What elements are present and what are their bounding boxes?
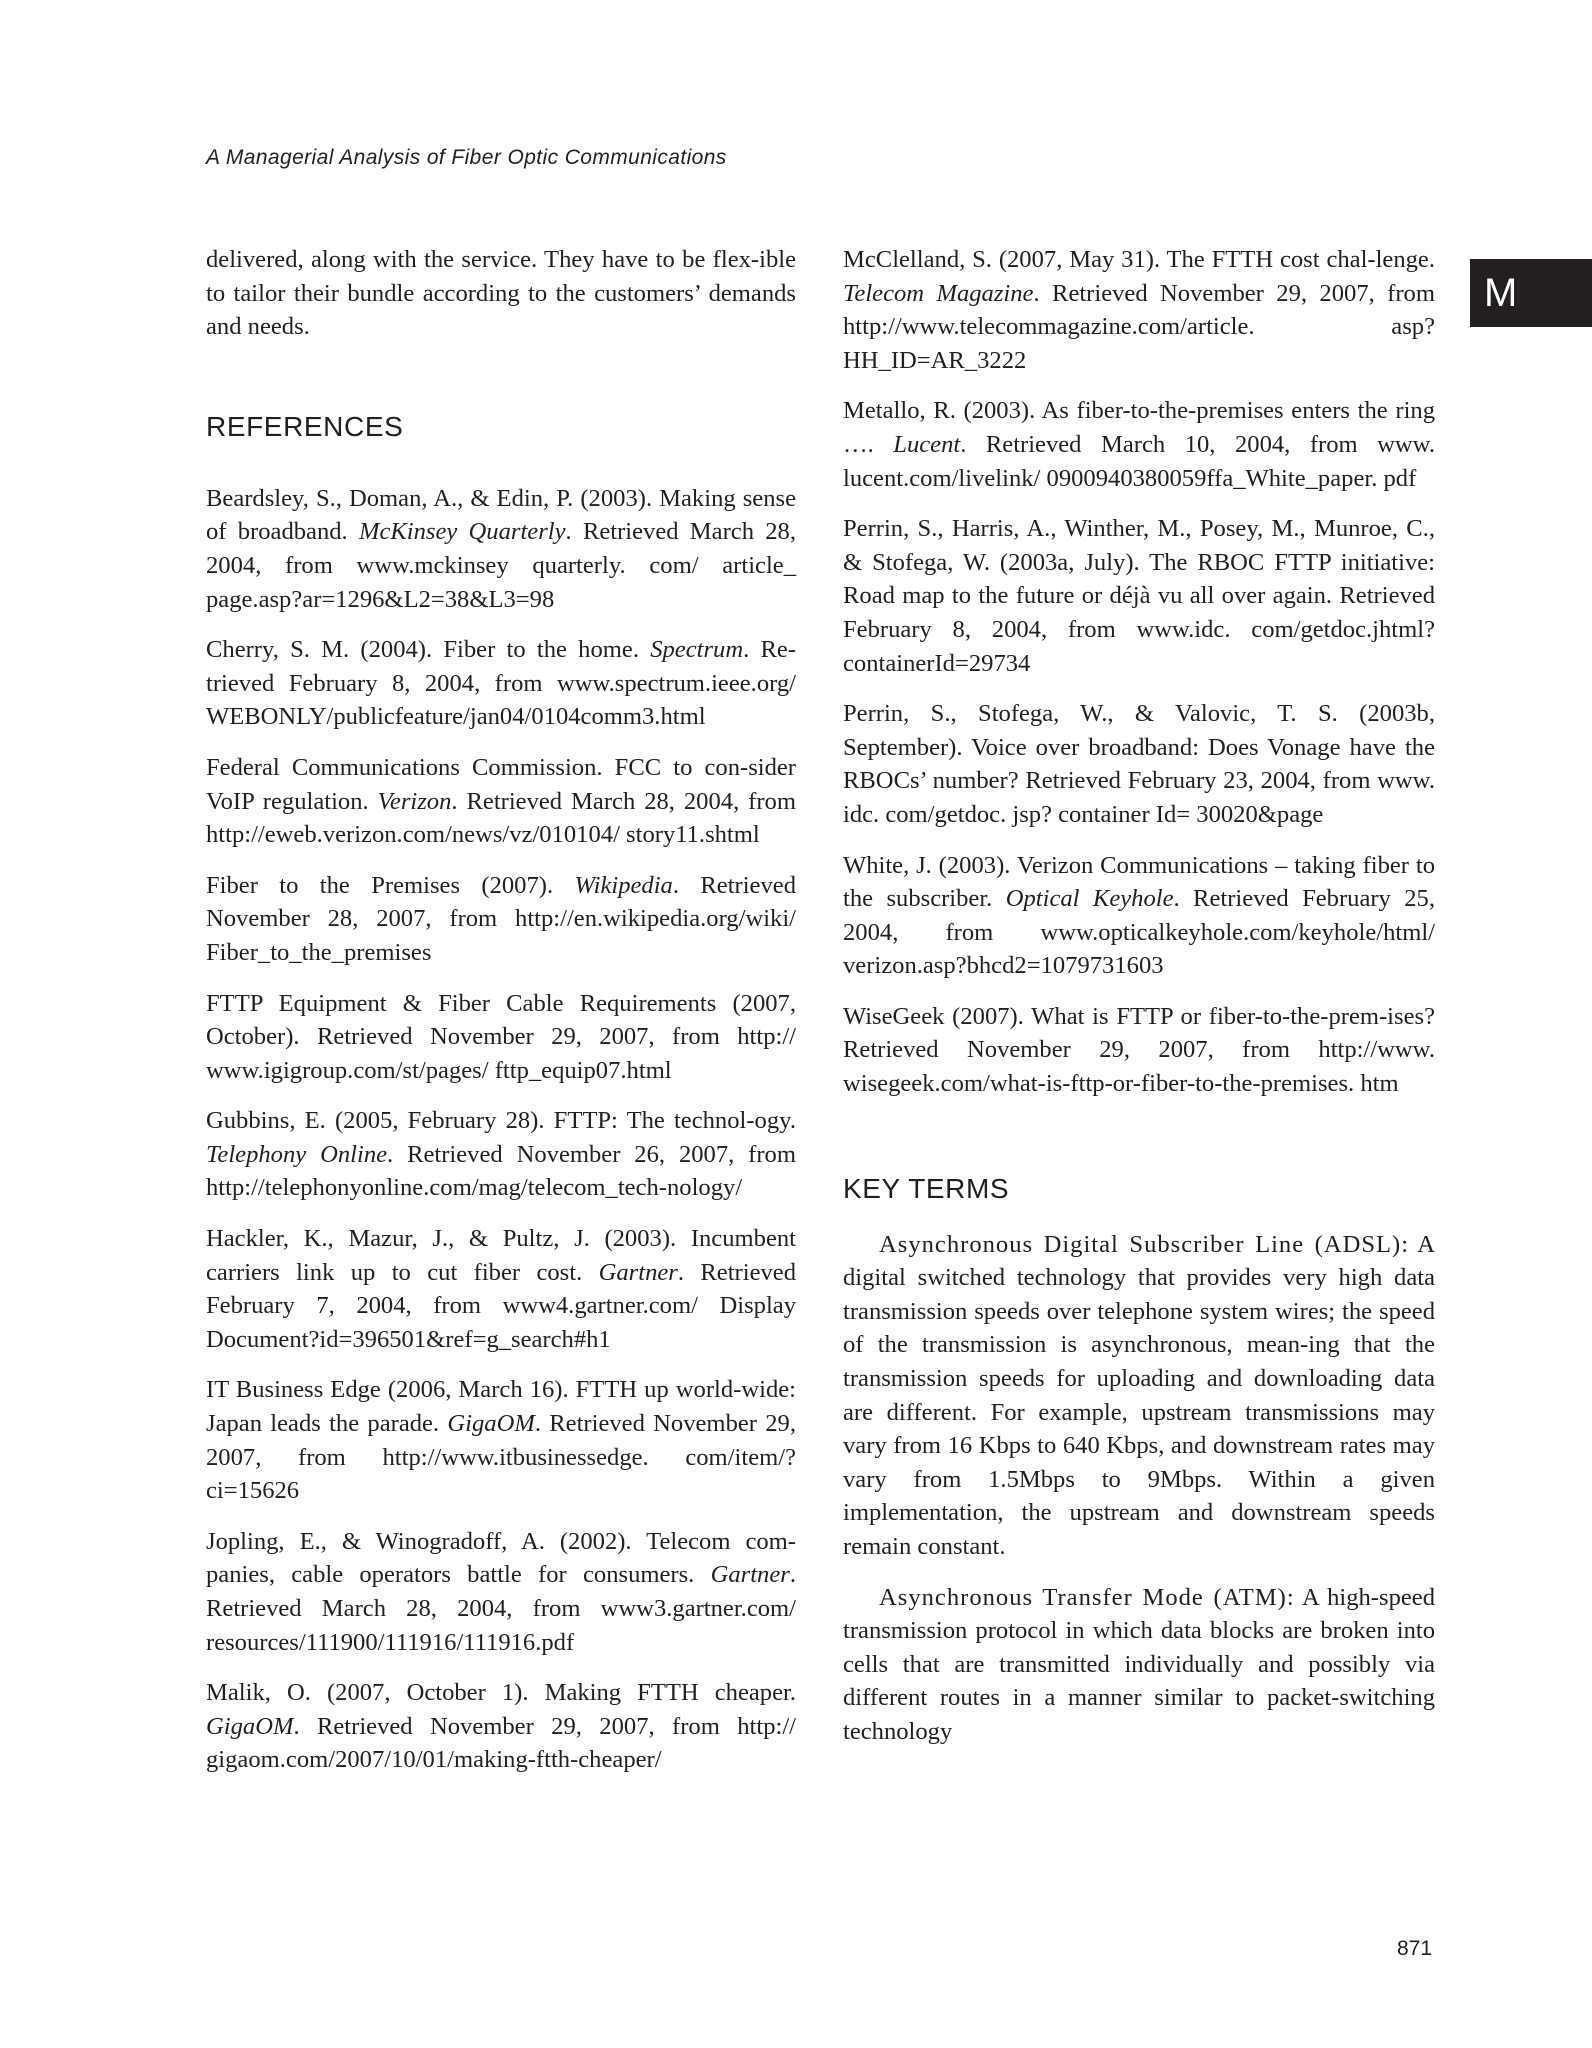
reference-text: White, J. (2003). Verizon Communications – taking fiber to the subscriber.: [843, 851, 1435, 913]
reference-source: Spectrum: [650, 636, 744, 664]
reference-entry: [206, 1373, 796, 1507]
intro-paragraph: delivered, along with the service. They have to be flex-ible to tailor their bundle according to the customers’ demands and needs.: [206, 246, 796, 341]
reference-text: . Retrieved February 7, 2004, from www4.gartner.com/ Display Document?id=396501&ref=g_search#h1: [206, 1258, 796, 1353]
key-terms-list: [843, 1228, 1435, 1749]
reference-text: . Retrieved November 26, 2007, from http://telephonyonline.com/mag/telecom_tech-nology/: [206, 1140, 796, 1202]
references-heading: REFERENCES: [206, 410, 404, 442]
reference-source: Wikipedia: [574, 871, 673, 899]
running-head: A Managerial Analysis of Fiber Optic Communications: [206, 146, 727, 169]
reference-entry: [843, 512, 1435, 680]
reference-source: Gartner: [710, 1561, 790, 1589]
reference-entry: [843, 697, 1435, 831]
reference-text: Malik, O. (2007, October 1). Making FTTH cheaper.: [206, 1679, 796, 1707]
reference-text: . Retrieved November 29, 2007, from http:// gigaom.com/2007/10/01/making-ftth-cheaper/: [206, 1712, 796, 1774]
page-number: 871: [1397, 1937, 1433, 1960]
reference-text: Perrin, S., Harris, A., Winther, M., Posey, M., Munroe, C., & Stofega, W. (2003a, July). The RBOC FTTP initiative: Road map to the future or déjà vu all over again. Retrieved February 8, 2004, from www.idc. com/getdoc.jhtml?containerId=29734: [843, 515, 1435, 677]
reference-source: Gartner: [598, 1258, 678, 1286]
references-list-right: [843, 243, 1435, 1101]
reference-entry: [206, 869, 796, 970]
reference-text: . Retrieved November 29, 2007, from http://www.itbusinessedge. com/item/?ci=15626: [206, 1410, 796, 1505]
reference-entry: [206, 482, 796, 616]
reference-text: . Retrieved November 29, 2007, from http://www.telecommagazine.com/article. asp?HH_ID=AR_3222: [843, 279, 1435, 374]
reference-text: . Retrieved February 25, 2004, from www.opticalkeyhole.com/keyhole/html/ verizon.asp?bhcd2=1079731603: [843, 885, 1435, 980]
reference-entry: [206, 751, 796, 852]
key-term-name: Asynchronous Digital Subscriber Line (ADSL):: [879, 1230, 1410, 1258]
reference-text: . Retrieved March 28, 2004, from www.mckinsey quarterly. com/ article_ page.asp?ar=1296&L2=38&L3=98: [206, 518, 796, 613]
reference-source: Lucent: [893, 430, 961, 458]
section-tab: M: [1470, 259, 1592, 327]
reference-text: McClelland, S. (2007, May 31). The FTTH cost chal-lenge.: [843, 246, 1435, 273]
reference-text: FTTP Equipment & Fiber Cable Requirements (2007, October). Retrieved November 29, 2007, from http:// www.igigroup.com/st/pages/ fttp_equip07.html: [206, 989, 796, 1084]
reference-text: Perrin, S., Stofega, W., & Valovic, T. S. (2003b, September). Voice over broadband: Does Vonage have the RBOCs’ number? Retrieved February 23, 2004, from www. idc. com/getdoc. jsp? container Id= 30020&page: [843, 700, 1435, 828]
reference-text: . Retrieved March 28, 2004, from www3.gartner.com/ resources/111900/111916/111916.pdf: [206, 1561, 796, 1656]
reference-text: Metallo, R. (2003). As fiber-to-the-premises enters the ring ….: [843, 397, 1435, 458]
reference-entry: [206, 1676, 796, 1777]
key-term-definition: A digital switched technology that provides very high data transmission speeds over telephone system wires; the speed of the transmission is asynchronous, mean-ing that the transmission speeds for uploading and downloading data are different. For example, upstream transmissions may vary from 16 Kbps to 640 Kbps, and downstream rates may vary from 1.5Mbps to 9Mbps. Within a given implementation, the upstream and downstream speeds remain constant.: [843, 1230, 1435, 1560]
reference-entry: [843, 243, 1435, 377]
left-column: [206, 243, 796, 1794]
reference-source: GigaOM: [447, 1410, 535, 1438]
reference-entry: [843, 1000, 1435, 1101]
reference-text: WiseGeek (2007). What is FTTP or fiber-to-the-prem-ises? Retrieved November 29, 2007, from http://www. wisegeek.com/what-is-fttp-or-fiber-to-the-premises. htm: [843, 1002, 1435, 1098]
reference-source: GigaOM: [206, 1712, 294, 1740]
reference-text: Cherry, S. M. (2004). Fiber to the home.: [206, 636, 651, 664]
reference-text: Hackler, K., Mazur, J., & Pultz, J. (2003). Incumbent carriers link up to cut fiber cost.: [206, 1225, 796, 1286]
right-column: [843, 243, 1435, 1766]
references-list-left: [206, 482, 796, 1777]
reference-entry: [843, 849, 1435, 983]
reference-source: Verizon: [377, 787, 452, 815]
reference-text: . Retrieved November 28, 2007, from http://en.wikipedia.org/wiki/ Fiber_to_the_premises: [206, 871, 796, 966]
reference-entry: [206, 1222, 796, 1356]
reference-entry: [206, 987, 796, 1088]
reference-text: Beardsley, S., Doman, A., & Edin, P. (2003). Making sense of broadband.: [206, 484, 796, 546]
key-term-entry: [843, 1581, 1435, 1749]
reference-entry: [206, 633, 796, 734]
key-term-name: Asynchronous Transfer Mode (ATM):: [879, 1583, 1295, 1611]
reference-text: Jopling, E., & Winogradoff, A. (2002). Telecom com-panies, cable operators battle for consumers.: [206, 1527, 796, 1589]
reference-text: . Retrieved March 10, 2004, from www. lucent.com/livelink/ 0900940380059ffa_White_paper. pdf: [843, 430, 1435, 492]
key-terms-heading: KEY TERMS: [843, 1172, 1010, 1204]
reference-source: Optical Keyhole: [1005, 885, 1174, 913]
reference-source: Telephony Online: [206, 1140, 388, 1168]
reference-text: . Re-trieved February 8, 2004, from www.spectrum.ieee.org/ WEBONLY/publicfeature/jan04/0104comm3.html: [206, 636, 796, 731]
reference-entry: [206, 1104, 796, 1205]
reference-text: . Retrieved March 28, 2004, from http://eweb.verizon.com/news/vz/010104/ story11.shtml: [206, 787, 796, 849]
key-term-entry: [843, 1228, 1435, 1564]
reference-entry: [843, 394, 1435, 495]
key-term-definition: A high-speed transmission protocol in which data blocks are broken into cells that are transmitted individually and possibly via different routes in a manner similar to packet-switching technology: [843, 1583, 1435, 1745]
reference-source: Telecom Magazine: [843, 279, 1034, 307]
reference-text: Gubbins, E. (2005, February 28). FTTP: The technol-ogy.: [206, 1107, 796, 1135]
reference-entry: [206, 1525, 796, 1659]
reference-text: IT Business Edge (2006, March 16). FTTH up world-wide: Japan leads the parade.: [206, 1376, 796, 1438]
reference-text: Fiber to the Premises (2007).: [206, 871, 575, 899]
reference-text: Federal Communications Commission. FCC to con-sider VoIP regulation.: [206, 753, 796, 815]
reference-source: McKinsey Quarterly: [358, 518, 566, 546]
